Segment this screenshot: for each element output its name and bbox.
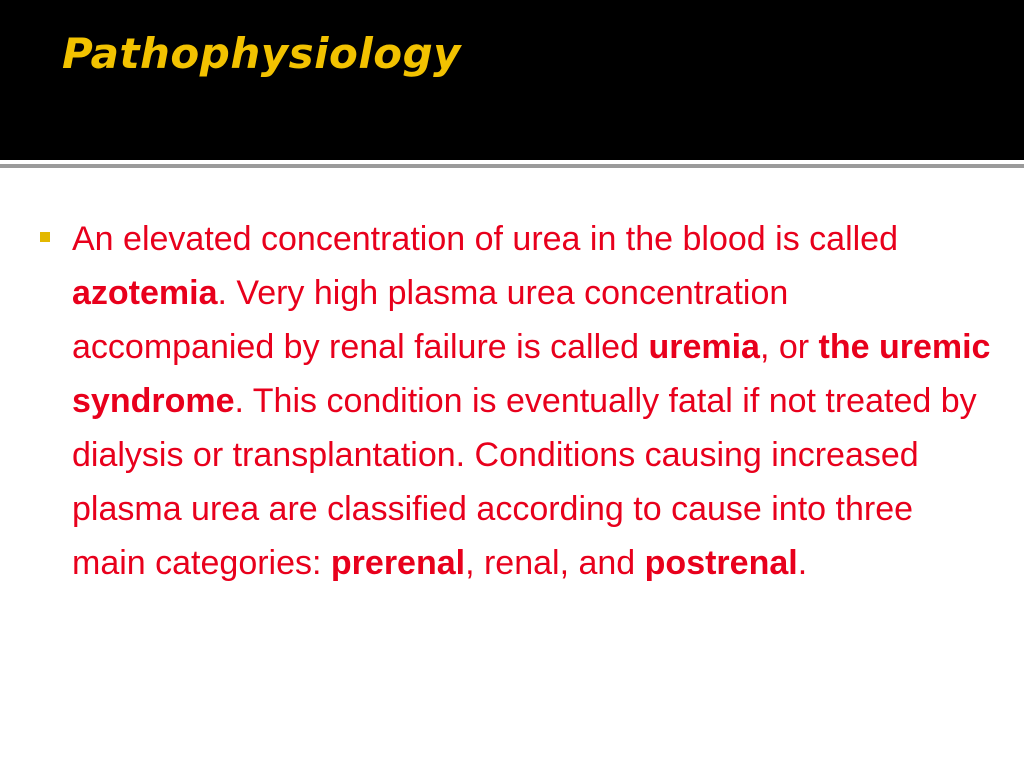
text-run: . Very high plasma urea concentration accompanied by renal failure is called bbox=[72, 274, 789, 366]
text-run: . bbox=[797, 544, 808, 582]
slide-title: Pathophysiology bbox=[62, 29, 462, 78]
term-azotemia: azotemia bbox=[72, 274, 218, 312]
bullet-list bbox=[40, 212, 1000, 590]
text-run: , or bbox=[759, 328, 819, 366]
bullet-paragraph bbox=[72, 212, 994, 590]
term-postrenal: postrenal bbox=[644, 544, 798, 582]
text-run: . This condition is eventually fatal if not treated by dialysis or transplantation. Conditions causing increased plasma urea are classified according to cause into three main categories: bbox=[72, 382, 977, 582]
title-band bbox=[0, 0, 1024, 160]
term-uremia: uremia bbox=[648, 328, 760, 366]
term-uremic-syndrome: the uremic syndrome bbox=[72, 328, 991, 420]
text-run: , renal, and bbox=[465, 544, 645, 582]
term-prerenal: prerenal bbox=[330, 544, 466, 582]
text-run: An elevated concentration of urea in the blood is called bbox=[72, 220, 898, 258]
bullet-square-icon bbox=[40, 232, 50, 242]
title-divider-shadow bbox=[0, 164, 1024, 168]
